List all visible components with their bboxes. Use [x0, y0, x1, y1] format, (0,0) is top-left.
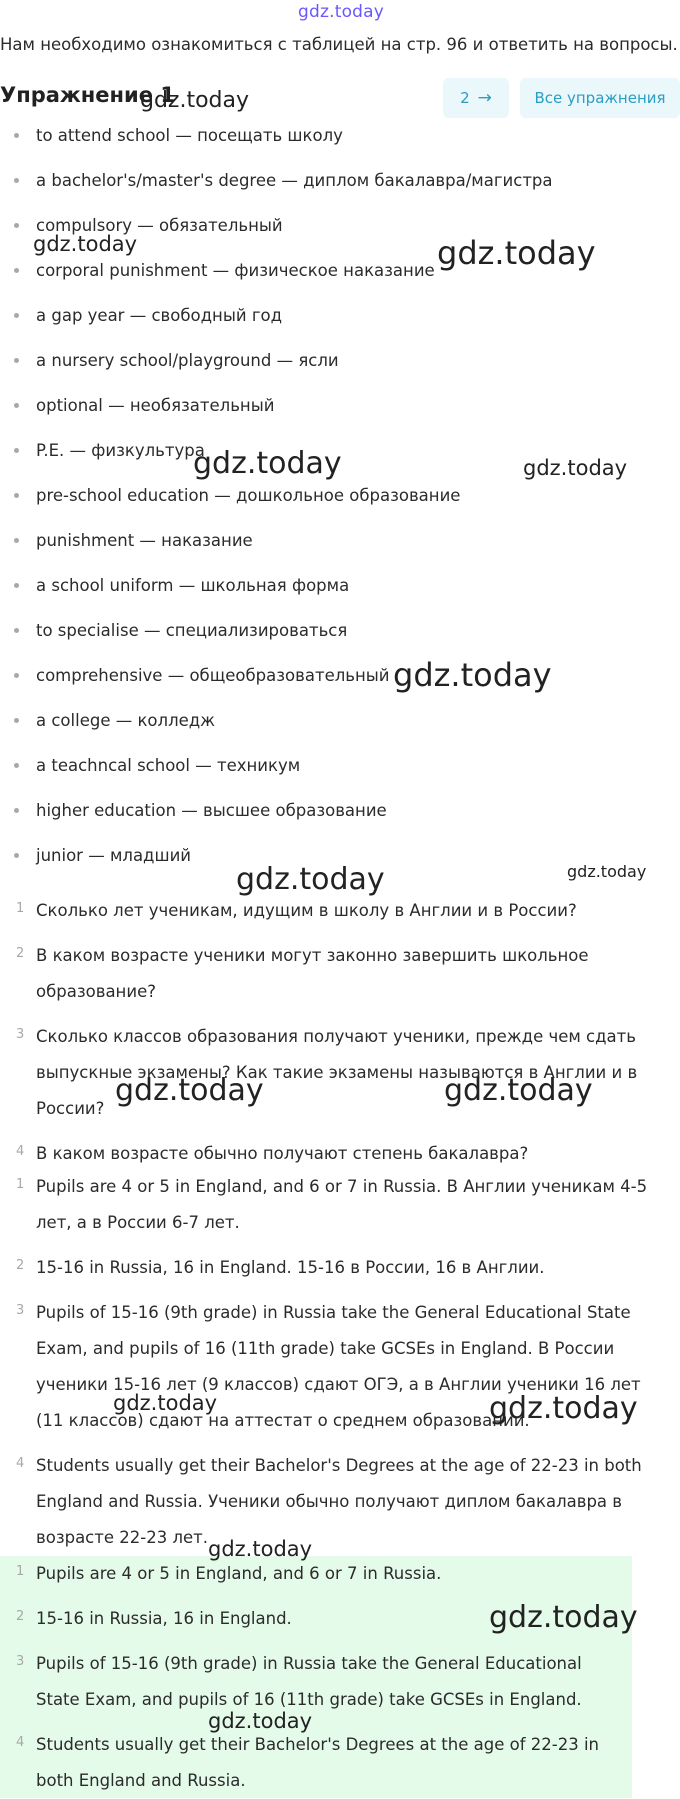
list-item	[0, 1169, 680, 1241]
bullet-icon	[14, 583, 19, 588]
watermark-text: gdz.today	[115, 1073, 264, 1108]
next-exercise-button[interactable]	[443, 78, 509, 118]
item-text: 15-16 in Russia, 16 in England. 15-16 в России, 16 в Англии.	[36, 1258, 545, 1277]
vocab-text: punishment — наказание	[36, 531, 253, 550]
item-text: Сколько классов образования получают ученики, прежде чем сдать выпускные экзамены? Как такие экзамены называются в Англии и в России?	[36, 1027, 638, 1118]
item-number: 1	[16, 1564, 25, 1579]
vocab-text: pre-school education — дошкольное образование	[36, 486, 461, 505]
watermark-text: gdz.today	[113, 1391, 218, 1415]
bullet-icon	[14, 223, 19, 228]
vocab-item	[0, 383, 680, 428]
item-number: 1	[16, 901, 25, 916]
list-item	[0, 1019, 680, 1127]
item-number: 2	[16, 1609, 25, 1624]
vocab-item	[0, 203, 680, 248]
vocab-text: a bachelor's/master's degree — диплом бакалавра/магистра	[36, 171, 553, 190]
item-number: 2	[16, 1258, 25, 1273]
answers-highlight-block	[0, 1556, 632, 1798]
watermark-text: gdz.today	[33, 232, 138, 256]
list-item	[0, 1727, 680, 1799]
watermark-text: gdz.today	[567, 862, 647, 881]
item-text: Pupils of 15-16 (9th grade) in Russia take the General Educational State Exam, and pupils of 16 (11th grade) take GCSEs in England.	[36, 1654, 582, 1709]
vocab-text: comprehensive — общеобразовательный	[36, 666, 390, 685]
watermark-text: gdz.today	[236, 862, 385, 897]
bullet-icon	[14, 808, 19, 813]
list-item	[0, 1601, 680, 1637]
item-number: 1	[16, 1177, 25, 1192]
vocab-item	[0, 518, 680, 563]
answers-english-list	[0, 1556, 680, 1799]
watermark-text: gdz.today	[489, 1391, 638, 1426]
list-item	[0, 1646, 680, 1718]
vocab-item	[0, 293, 680, 338]
item-number: 4	[16, 1735, 25, 1750]
watermark-text: gdz.today	[489, 1600, 638, 1635]
vocab-text: optional — необязательный	[36, 396, 275, 415]
vocab-item	[0, 428, 680, 473]
vocab-item	[0, 158, 680, 203]
list-item	[0, 1295, 680, 1439]
bullet-icon	[14, 178, 19, 183]
task-description: Нам необходимо ознакомиться с таблицей на стр. 96 и ответить на вопросы.	[0, 35, 678, 54]
item-number: 3	[16, 1027, 25, 1042]
vocab-text: a college — колледж	[36, 711, 216, 730]
watermark-text: gdz.today	[208, 1709, 313, 1733]
vocab-text: compulsory — обязательный	[36, 216, 283, 235]
list-item	[0, 1136, 680, 1172]
item-text: В каком возрасте ученики могут законно завершить школьное образование?	[36, 946, 589, 1001]
item-number: 2	[16, 946, 25, 961]
bullet-icon	[14, 133, 19, 138]
vocab-text: higher education — высшее образование	[36, 801, 387, 820]
item-number: 3	[16, 1303, 25, 1318]
vocab-item	[0, 608, 680, 653]
list-item	[0, 893, 680, 929]
item-number: 4	[16, 1144, 25, 1159]
bullet-icon	[14, 403, 19, 408]
list-item	[0, 1250, 680, 1286]
bullet-icon	[14, 358, 19, 363]
watermark-text: gdz.today	[208, 1537, 313, 1561]
list-item	[0, 938, 680, 1010]
site-logo[interactable]: gdz.today	[298, 2, 385, 22]
bullet-icon	[14, 493, 19, 498]
bullet-icon	[14, 763, 19, 768]
questions-list	[0, 893, 680, 1181]
item-number: 3	[16, 1654, 25, 1669]
watermark-text: gdz.today	[393, 656, 552, 694]
vocab-item	[0, 338, 680, 383]
watermark-text: gdz.today	[523, 456, 628, 480]
vocab-text: junior — младший	[36, 846, 192, 865]
bullet-icon	[14, 628, 19, 633]
answers-full-list	[0, 1169, 680, 1565]
next-exercise-label: 2	[460, 89, 470, 107]
watermark-text: gdz.today	[193, 446, 342, 481]
item-text: Students usually get their Bachelor's Degrees at the age of 22-23 in both England and Russia. Ученики обычно получают диплом бакалавра в возрасте 22-23 лет.	[36, 1456, 642, 1547]
vocab-item	[0, 788, 680, 833]
exercise-header	[0, 78, 680, 118]
arrow-right-icon: →	[477, 88, 492, 108]
vocab-text: to attend school — посещать школу	[36, 126, 343, 145]
vocab-text: a school uniform — школьная форма	[36, 576, 350, 595]
bullet-icon	[14, 268, 19, 273]
bullet-icon	[14, 538, 19, 543]
item-text: Pupils are 4 or 5 in England, and 6 or 7 in Russia. В Англии ученикам 4-5 лет, а в России 6-7 лет.	[36, 1177, 648, 1232]
exercise-title: Упражнение 1	[0, 83, 175, 107]
item-text: Сколько лет ученикам, идущим в школу в Англии и в России?	[36, 901, 577, 920]
bullet-icon	[14, 673, 19, 678]
watermark-text: gdz.today	[444, 1073, 593, 1108]
watermark-text: gdz.today	[140, 88, 250, 113]
vocab-item	[0, 653, 680, 698]
vocab-text: to specialise — специализироваться	[36, 621, 348, 640]
bullet-icon	[14, 853, 19, 858]
item-text: Pupils are 4 or 5 in England, and 6 or 7 in Russia.	[36, 1564, 442, 1583]
vocab-text: a nursery school/playground — ясли	[36, 351, 339, 370]
vocab-item	[0, 563, 680, 608]
item-number: 4	[16, 1456, 25, 1471]
vocab-text: a teachncal school — техникум	[36, 756, 301, 775]
list-item	[0, 1448, 680, 1556]
vocabulary-list	[0, 113, 680, 878]
vocab-item	[0, 473, 680, 518]
vocab-text: P.E. — физкультура	[36, 441, 205, 460]
item-text: В каком возрасте обычно получают степень бакалавра?	[36, 1144, 529, 1163]
vocab-text: corporal punishment — физическое наказание	[36, 261, 435, 280]
bullet-icon	[14, 313, 19, 318]
item-text: Pupils of 15-16 (9th grade) in Russia take the General Educational State Exam, and pupils of 16 (11th grade) take GCSEs in England. В России ученики 15-16 лет (9 классов) сдают ОГЭ, а в Англии ученики 16 лет (11 классов) сдают на аттестат о среднем образовании.	[36, 1303, 641, 1430]
vocab-item	[0, 248, 680, 293]
vocab-text: a gap year — свободный год	[36, 306, 282, 325]
vocab-item	[0, 698, 680, 743]
vocab-item	[0, 833, 680, 878]
bullet-icon	[14, 718, 19, 723]
item-text: 15-16 in Russia, 16 in England.	[36, 1609, 292, 1628]
watermark-text: gdz.today	[437, 234, 596, 272]
all-exercises-button[interactable]: Все упражнения	[520, 78, 680, 118]
list-item	[0, 1556, 680, 1592]
item-text: Students usually get their Bachelor's Degrees at the age of 22-23 in both England and Russia.	[36, 1735, 599, 1790]
bullet-icon	[14, 448, 19, 453]
vocab-item	[0, 743, 680, 788]
vocab-item	[0, 113, 680, 158]
